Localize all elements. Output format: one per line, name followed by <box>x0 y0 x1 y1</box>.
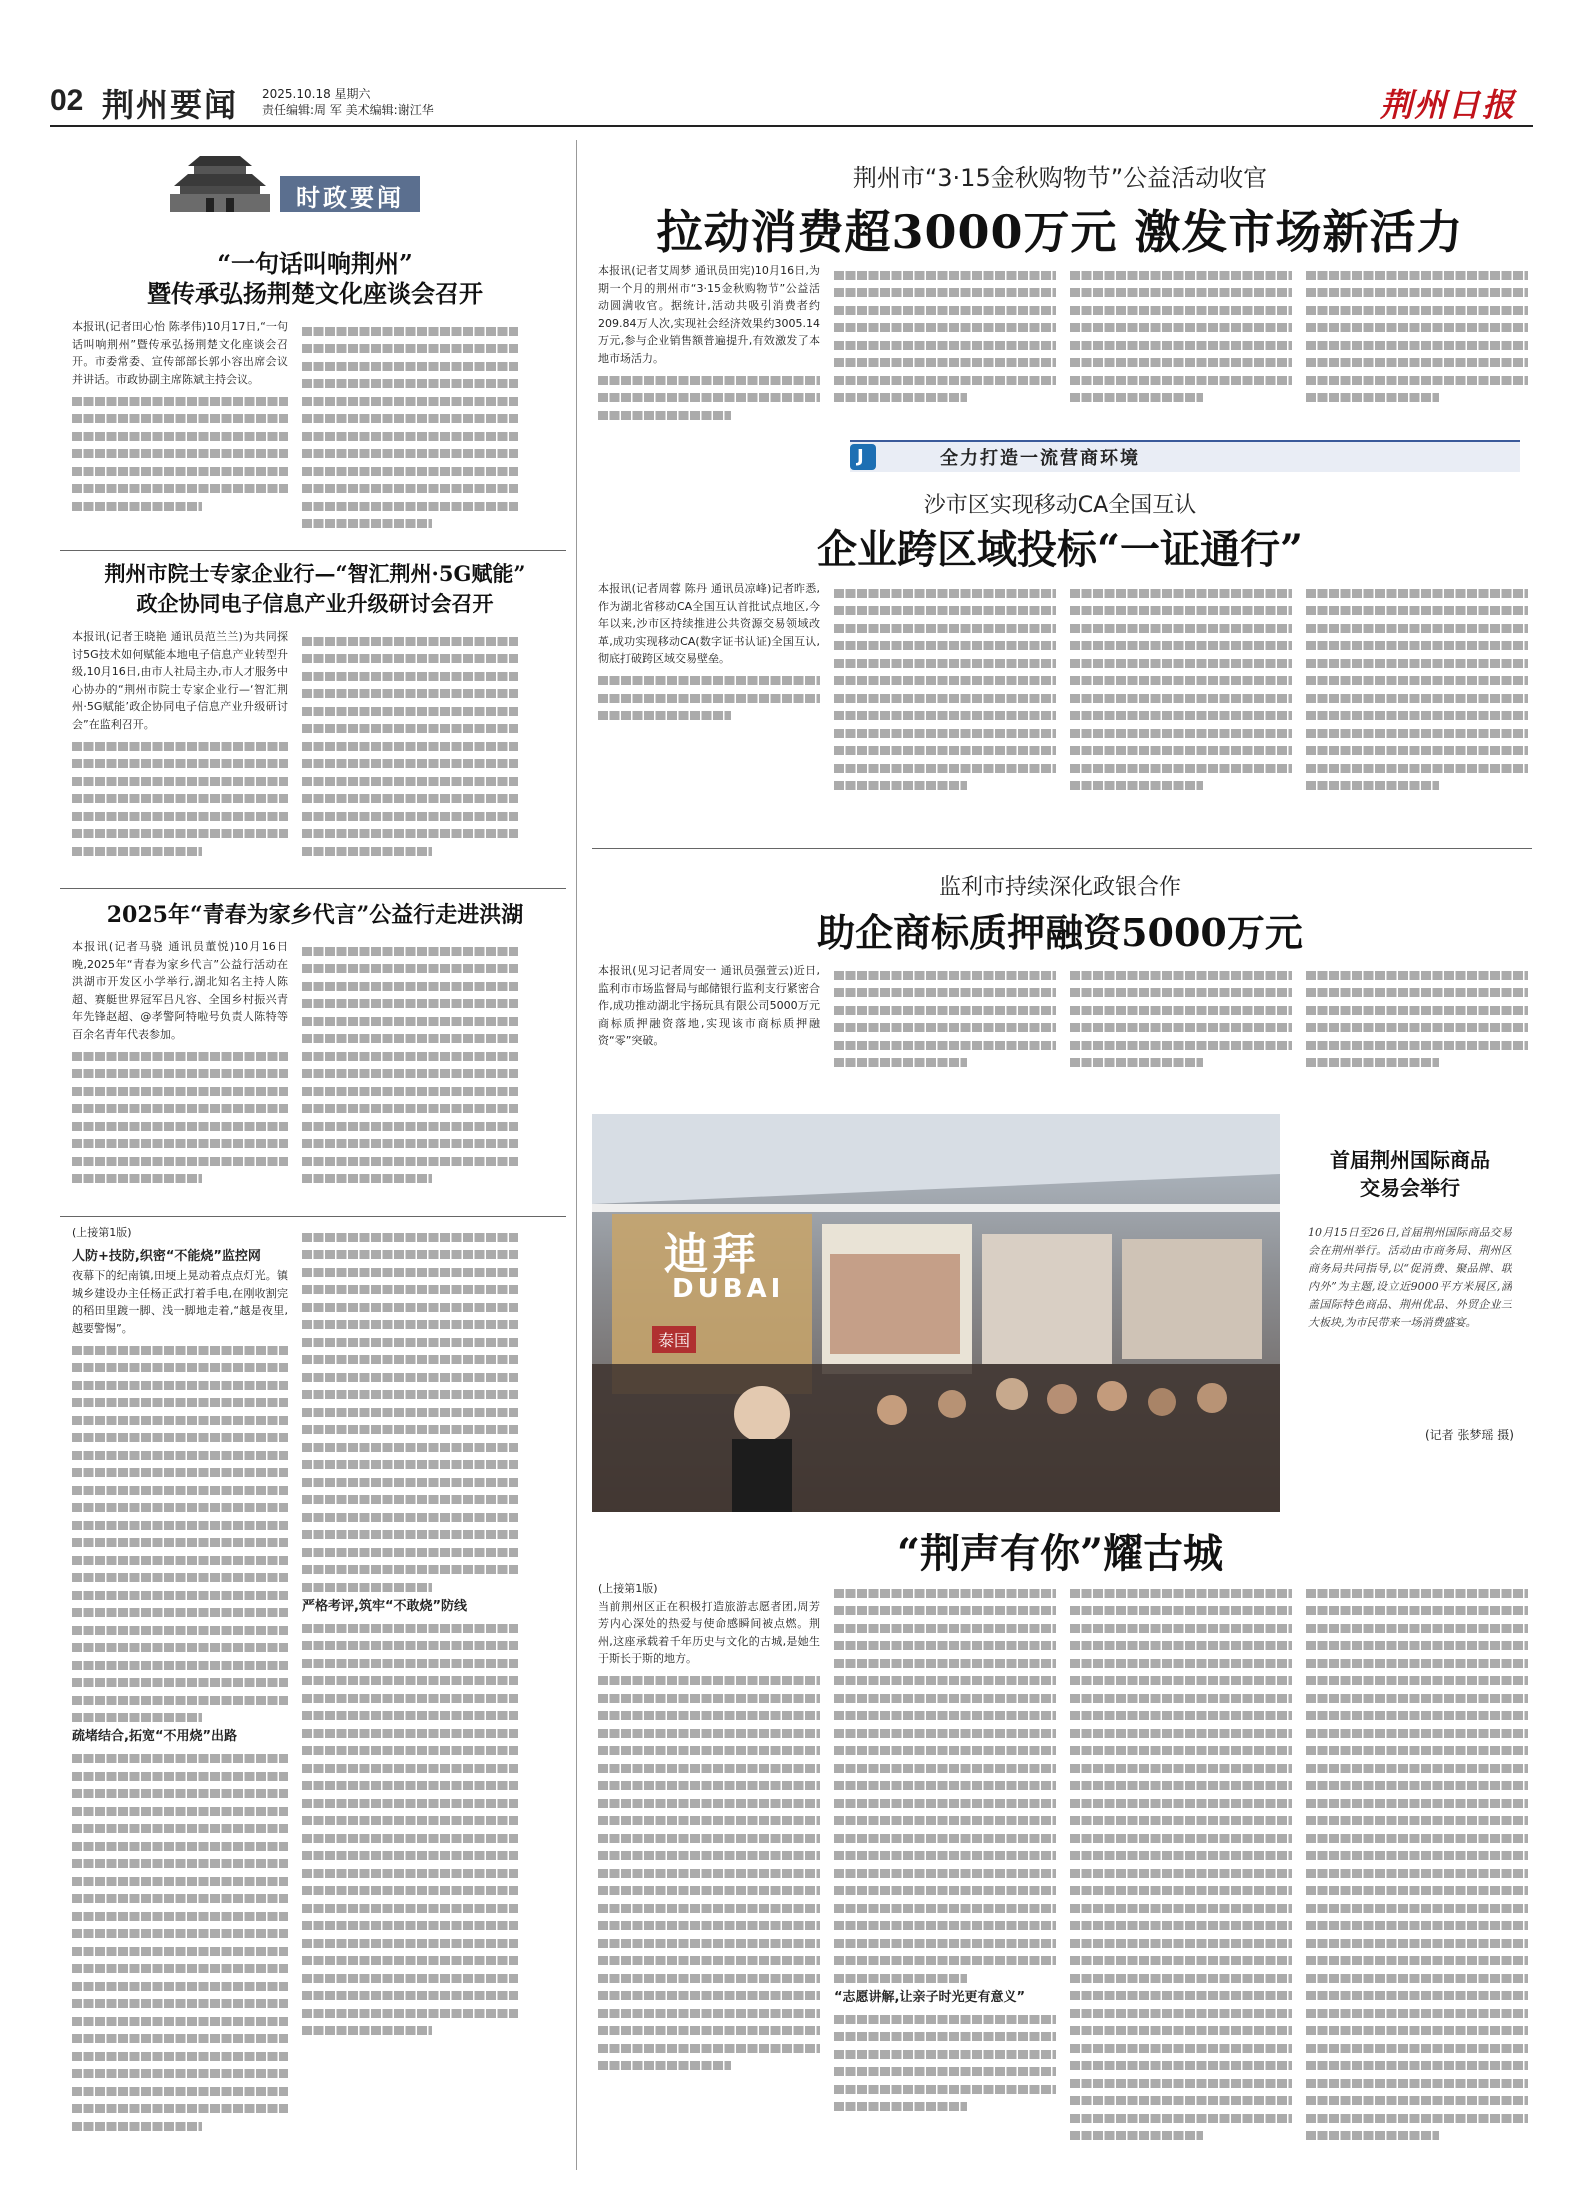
banner-label: 全力打造一流营商环境 <box>940 448 1140 469</box>
a7-body-col2 <box>834 962 1056 1102</box>
a4-continued: (上接第1版) <box>72 1226 132 1239</box>
header-rule <box>50 125 1533 127</box>
a6-headline: 企业跨区域投标“一证通行” <box>816 526 1303 573</box>
expo-photo-illustration <box>592 1114 1280 1512</box>
a4-body-col1 <box>72 1224 288 2164</box>
divider <box>60 1216 566 1217</box>
a6-body-col4 <box>1306 580 1528 830</box>
a7-kicker: 监利市持续深化政银合作 <box>938 875 1181 900</box>
a2-headline-1: 荆州市院士专家企业行—“智汇荆州·5G赋能” <box>104 561 526 586</box>
a5-body-col1 <box>598 262 820 430</box>
divider <box>60 550 566 551</box>
a6-kicker: 沙市区实现移动CA全国互认 <box>923 493 1197 518</box>
a5-lead: 本报讯(记者艾周梦 通讯员田宪)10月16日,为期一个月的荆州市“3·15金秋购物节”公益活动圆满收官。据统计,活动共吸引消费者约209.84万人次,实现社会经济效果约3005.14万元,参与企业销售额普遍提升,有效激发了本地市场活力。 <box>598 264 820 365</box>
caption-credit: (记者 张梦瑶 摄) <box>1425 1428 1514 1442</box>
a8-body-col3 <box>1070 1580 1292 2170</box>
a3-body-col1 <box>72 938 288 1206</box>
a3-body-col2 <box>302 938 518 1206</box>
a1-headline-1: “一句话叫响荆州” <box>217 249 413 278</box>
a5-body-col3 <box>1070 262 1292 430</box>
a8-headline: “荆声有你”耀古城 <box>896 1530 1223 1577</box>
a1-headline-2: 暨传承弘扬荆楚文化座谈会召开 <box>147 279 483 308</box>
photo-caption-box <box>1292 1114 1528 1512</box>
column-separator <box>576 140 577 2170</box>
a4-subhead-3: 严格考评,筑牢“不敢烧”防线 <box>302 1598 468 1614</box>
a5-kicker: 荆州市“3·15金秋购物节”公益活动收官 <box>852 164 1268 192</box>
a8-continued: (上接第1版) <box>598 1582 658 1595</box>
photo-sign-dubai-en: DUBAI <box>672 1274 785 1304</box>
editors-line: 责任编辑:周 军 美术编辑:谢江华 <box>262 103 434 117</box>
photo-sign-dubai-cn: 迪拜 <box>664 1229 760 1280</box>
a2-body-col1 <box>72 628 288 878</box>
column-label: 时政要闻 <box>296 184 404 212</box>
paper-logo: 荆州日报 <box>1380 86 1517 124</box>
divider <box>592 848 1532 849</box>
a2-body-col2 <box>302 628 518 878</box>
photo-sign-thailand: 泰国 <box>652 1326 696 1353</box>
a8-body-col1 <box>598 1580 820 2170</box>
a3-lead: 本报讯(记者马骁 通讯员董悦)10月16日晚,2025年“青春为家乡代言”公益行活动在洪湖市开发区小学举行,湖北知名主持人陈超、赛艇世界冠军吕凡容、全国乡村振兴青年先锋赵超、@孝警阿特啦号负责人陈特等百余名青年代表参加。 <box>72 940 288 1041</box>
a7-lead: 本报讯(见习记者周安一 通讯员强萱云)近日,监利市市场监督局与邮储银行监利支行紧密合作,成功推动湖北宇扬玩具有限公司5000万元商标质押融资落地,实现该市商标质押融资“零”突破。 <box>598 964 820 1047</box>
a6-body-col1 <box>598 580 820 830</box>
expo-photo <box>592 1114 1280 1512</box>
a1-lead: 本报讯(记者田心怡 陈孝伟)10月17日,“一句话叫响荆州”暨传承弘扬荆楚文化座谈会召开。市委常委、宣传部部长郭小容出席会议并讲话。市政协副主席陈斌主持会议。 <box>72 320 288 386</box>
a1-body-col2 <box>302 318 518 540</box>
page-number: 02 <box>50 84 84 117</box>
caption-text: 10月15日至26日,首届荆州国际商品交易会在荆州举行。活动由市商务局、荆州区商务局共同指导,以“促消费、聚品牌、联内外”为主题,设立近9000平方米展区,涵盖国际特色商品、荆州优品、外贸企业三大板块,为市民带来一场消费盛宴。 <box>1308 1226 1512 1329</box>
a5-body-col2 <box>834 262 1056 430</box>
a2-headline-2: 政企协同电子信息产业升级研讨会召开 <box>136 591 494 616</box>
a4-subhead-2: 疏堵结合,拓宽“不用烧”出路 <box>72 1729 238 1744</box>
a4-body-col2 <box>302 1224 518 2164</box>
a3-headline: 2025年“青春为家乡代言”公益行走进洪湖 <box>106 902 524 928</box>
caption-title-1: 首届荆州国际商品 <box>1330 1148 1490 1172</box>
a6-body-col3 <box>1070 580 1292 830</box>
a4-lead: 夜幕下的纪南镇,田埂上晃动着点点灯光。镇城乡建设办主任杨正武打着手电,在刚收割完的稻田里踱一脚、浅一脚地走着,“越是夜里,越要警惕”。 <box>72 1269 288 1335</box>
a8-lead: 当前荆州区正在积极打造旅游志愿者团,周芳芳内心深处的热爱与使命感瞬间被点燃。荆州,这座承载着千年历史与文化的古城,是她生于斯长于斯的地方。 <box>598 1599 820 1665</box>
section-title: 荆州要闻 <box>102 86 239 124</box>
banner-badge-glyph: J <box>857 446 864 467</box>
a2-lead: 本报讯(记者王晓艳 通讯员范兰兰)为共同探讨5G技术如何赋能本地电子信息产业转型升级,10月16日,由市人社局主办,市人才服务中心协办的“荆州市院士专家企业行—‘智汇荆州·5G赋能’政企协同电子信息产业升级研讨会”在监利召开。 <box>72 630 288 731</box>
a4-subhead-1: 人防+技防,织密“不能烧”监控网 <box>72 1248 261 1264</box>
a8-subhead: “志愿讲解,让亲子时光更有意义” <box>834 1989 1026 2005</box>
a6-body-col2 <box>834 580 1056 830</box>
a7-body-col1 <box>598 962 820 1102</box>
a7-headline: 助企商标质押融资5000万元 <box>817 910 1303 955</box>
date-line: 2025.10.18 星期六 <box>262 87 371 101</box>
caption-title-2: 交易会举行 <box>1360 1176 1460 1200</box>
a6-lead: 本报讯(记者周蓉 陈丹 通讯员凉峰)记者昨悉,作为湖北省移动CA全国互认首批试点地区,今年以来,沙市区持续推进公共资源交易领域改革,成功实现移动CA(数字证书认证)全国互认,彻底打破跨区域交易壁垒。 <box>598 582 820 665</box>
a5-headline: 拉动消费超3000万元 激发市场新活力 <box>656 205 1464 259</box>
a7-body-col3 <box>1070 962 1292 1102</box>
a5-body-col4 <box>1306 262 1528 430</box>
a7-body-col4 <box>1306 962 1528 1102</box>
a8-body-col2 <box>834 1580 1056 2170</box>
a1-body-col1 <box>72 318 288 540</box>
pagoda-icon <box>160 150 280 214</box>
a8-body-col4 <box>1306 1580 1528 2170</box>
divider <box>60 888 566 889</box>
